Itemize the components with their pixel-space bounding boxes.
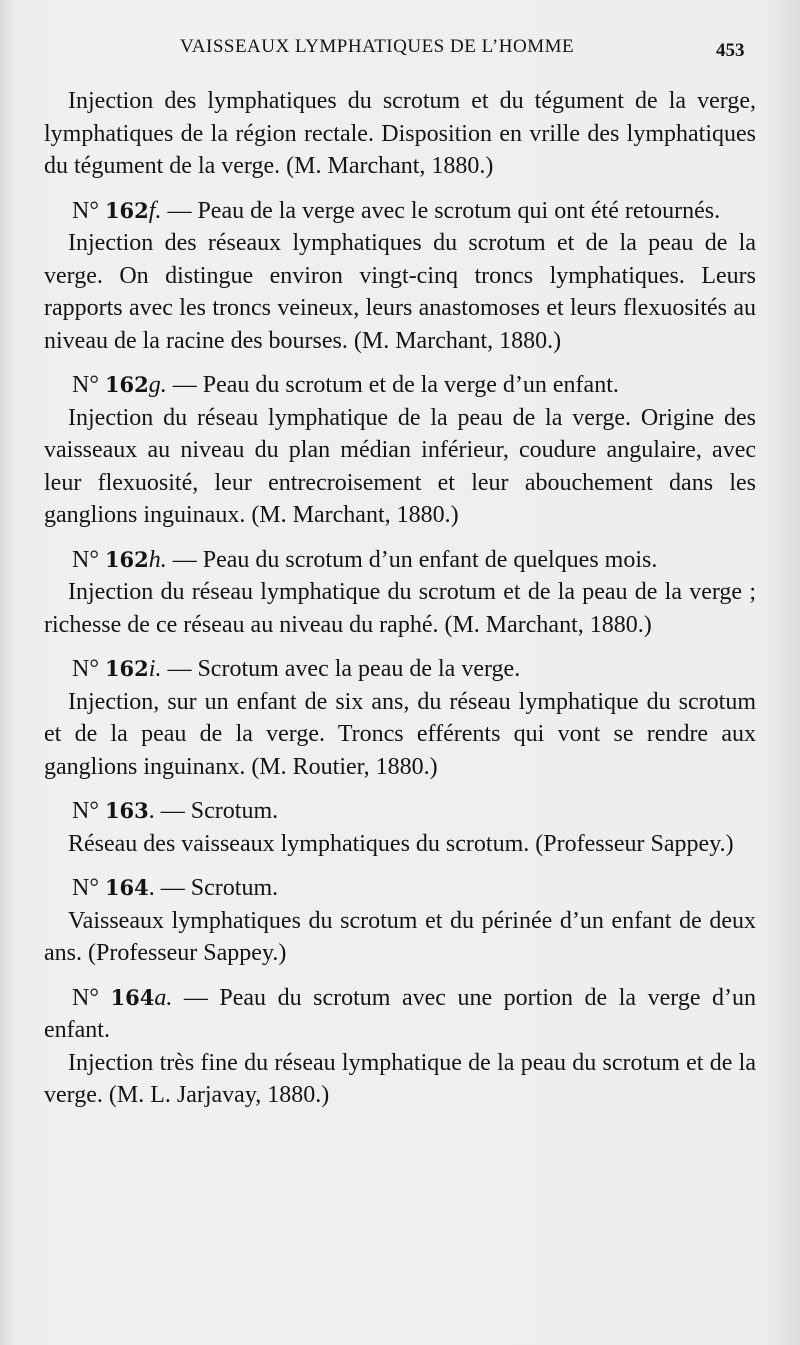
entry-description: Injection très fine du réseau lymphatique de la peau du scrotum et de la verge. (M. L. Jarjavay, 1880.) <box>44 1049 756 1108</box>
entry-description: Injection du réseau lymphatique du scrotum et de la peau de la verge ; richesse de ce réseau au niveau du raphé. (M. Marchant, 1880.) <box>44 579 756 638</box>
entry-title <box>44 982 756 1047</box>
entry-title <box>44 544 756 577</box>
catalog-entry <box>44 369 756 532</box>
catalog-entry <box>44 982 756 1112</box>
entry-description: Réseau des vaisseaux lymphatiques du scrotum. (Professeur Sappey.) <box>68 830 734 857</box>
page-header <box>0 36 800 66</box>
entry-heading: — Peau du scrotum et de la verge d’un enfant. <box>166 372 619 398</box>
catalog-entry <box>44 544 756 642</box>
entry-heading: — Peau de la verge avec le scrotum qui ont été retournés. <box>161 197 721 224</box>
entry-number: 162 <box>104 656 149 681</box>
entry-number: 162 <box>104 197 149 223</box>
entry-number-label: N° <box>72 197 99 224</box>
entry-suffix: f. <box>148 197 162 224</box>
catalog-entry <box>44 653 756 783</box>
entry-description: Injection du réseau lymphatique de la peau de la verge. Origine des vaisseaux au niveau du plan médian inférieur, coudure angulaire, avec leur flexuosité, leur entrecroisement et leur abouchement dans les ganglions inguinaux. (M. Marchant, 1880.) <box>44 404 756 528</box>
entry-heading: — Peau du scrotum d’un enfant de quelques mois. <box>166 546 658 573</box>
entry-suffix: h. <box>148 546 167 573</box>
entry-number: 162 <box>104 546 149 572</box>
catalog-entry <box>44 195 756 358</box>
entry-title <box>44 872 756 905</box>
entry-description: Injection, sur un enfant de six ans, du réseau lymphatique du scrotum et de la peau de la verge. Troncs efférents qui vont se rendre aux ganglions inguinanx. (M. Routier, 1880.) <box>44 688 756 780</box>
entry-number-label: N° <box>72 546 99 573</box>
entry-title <box>44 369 756 402</box>
entry-title <box>44 195 756 228</box>
entry-heading: . — Scrotum. <box>148 798 279 824</box>
entry-title <box>44 795 756 828</box>
intro-paragraph: Injection des lymphatiques du scrotum et du tégument de la verge, lymphatiques de la région rectale. Disposition en vrille des lymphatiques du tégument de la verge. (M. Marchant, 1880.) <box>44 88 756 179</box>
page-body <box>44 85 756 1112</box>
entry-number: 164 <box>104 875 149 900</box>
entry-heading: . — Scrotum. <box>148 875 279 901</box>
entry-suffix: a. <box>154 984 173 1011</box>
entry-suffix: i. <box>148 656 162 682</box>
catalog-entry <box>44 795 756 860</box>
entry-suffix: g. <box>148 372 167 398</box>
entry-number-label: N° <box>72 798 99 824</box>
entry-number: 164 <box>110 984 155 1010</box>
entry-heading: — Peau du scrotum avec une portion de la verge d’un enfant. <box>44 984 756 1043</box>
entry-number-label: N° <box>72 656 99 682</box>
entry-number: 163 <box>104 798 149 823</box>
entry-heading: — Scrotum avec la peau de la verge. <box>161 656 521 682</box>
entry-number-label: N° <box>72 875 99 901</box>
catalog-entry <box>44 872 756 970</box>
entry-number-label: N° <box>72 984 99 1011</box>
entry-title <box>44 653 756 686</box>
entry-number: 162 <box>104 372 149 397</box>
entry-description: Vaisseaux lymphatiques du scrotum et du périnée d’un enfant de deux ans. (Professeur Sappey.) <box>44 907 756 966</box>
running-title: VAISSEAUX LYMPHATIQUES DE L’HOMME <box>180 36 575 57</box>
entry-number-label: N° <box>72 372 99 398</box>
page-number: 453 <box>716 40 745 61</box>
entry-description: Injection des réseaux lymphatiques du scrotum et de la peau de la verge. On distingue environ vingt-cinq troncs lymphatiques. Leurs rapports avec les troncs veineux, leurs anastomoses et leurs flexuosités au niveau de la racine des bourses. (M. Marchant, 1880.) <box>44 230 756 354</box>
